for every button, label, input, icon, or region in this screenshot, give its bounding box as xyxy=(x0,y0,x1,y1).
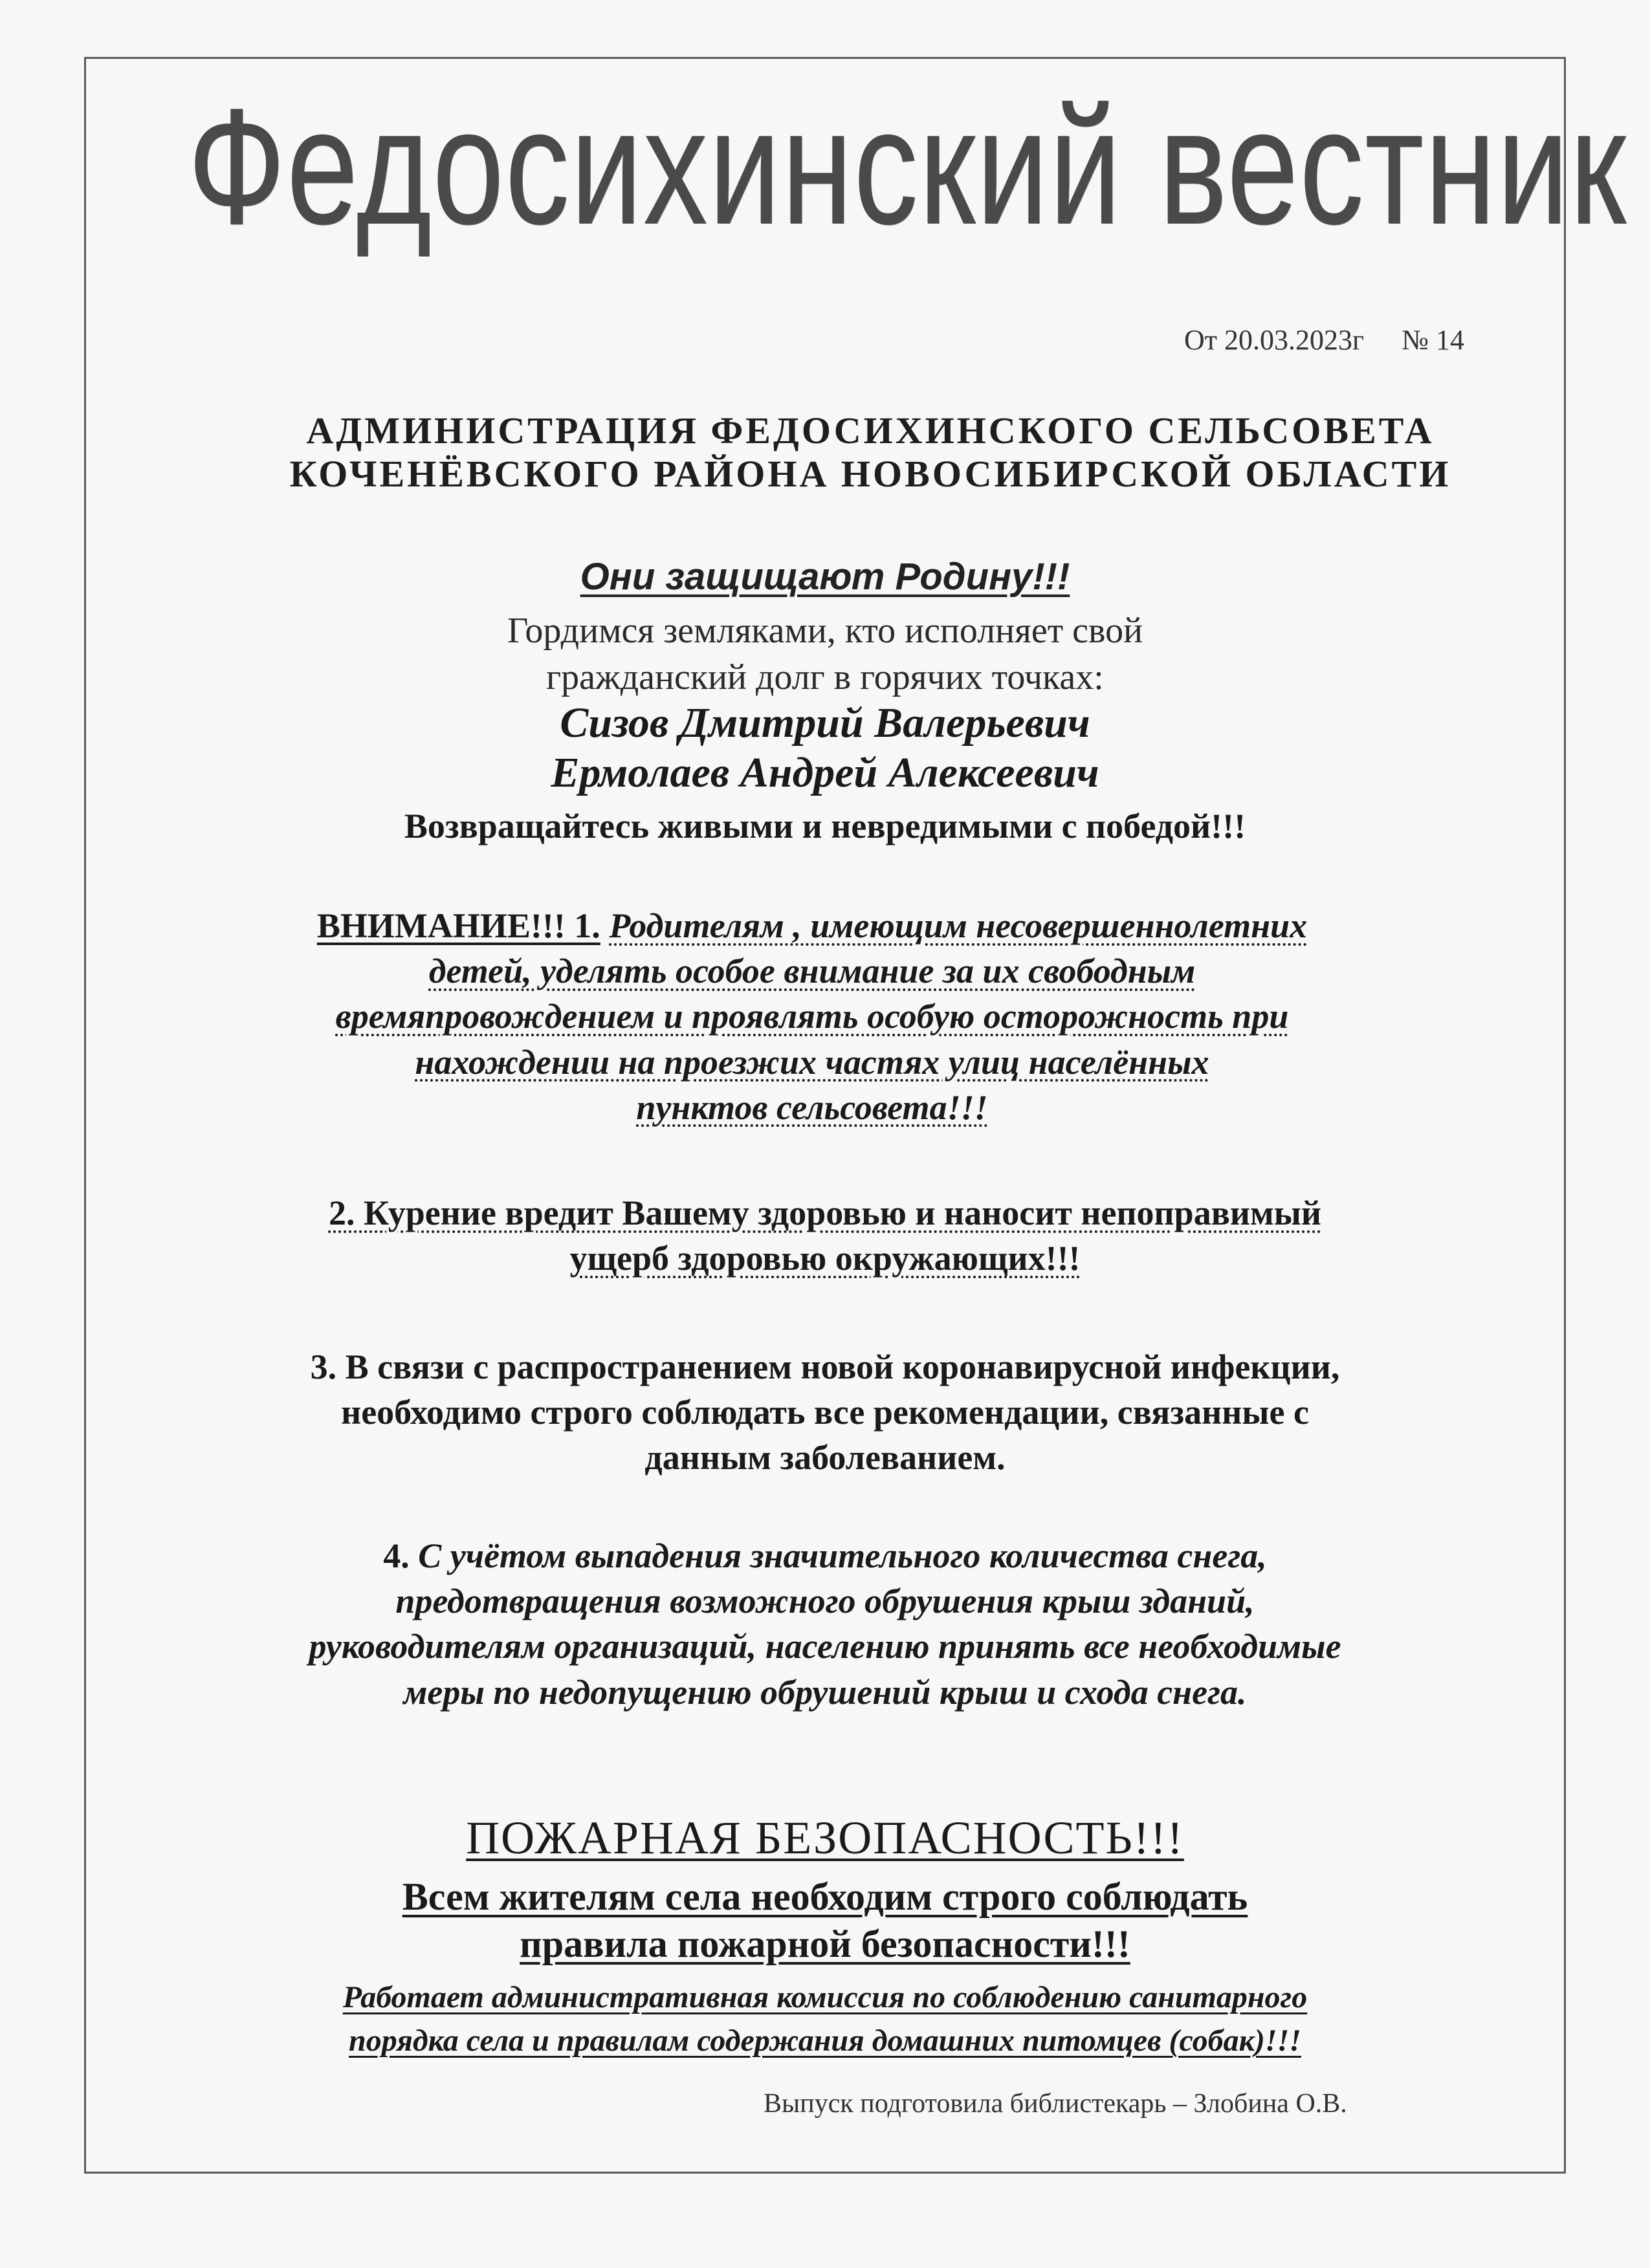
defenders-intro-line2: гражданский долг в горячих точках: xyxy=(546,657,1104,697)
notice-3 xyxy=(84,1344,1566,1481)
defenders-names xyxy=(84,699,1566,798)
defenders-heading: Они защищают Родину!!! xyxy=(580,556,1070,598)
notice-2-line1: 2. Курение вредит Вашему здоровью и наносит непоправимый xyxy=(328,1194,1322,1232)
issue-info xyxy=(1184,323,1464,356)
notice-4-line4: меры по недопущению обрушений крыш и схода снега. xyxy=(403,1672,1247,1712)
issue-date: От 20.03.2023г xyxy=(1184,324,1365,356)
defenders-intro xyxy=(84,608,1566,701)
notice-1-line4: нахождении на проезжих частях улиц населённых xyxy=(415,1042,1209,1082)
admin-header-line2: КОЧЕНЁВСКОГО РАЙОНА НОВОСИБИРСКОЙ ОБЛАСТИ xyxy=(289,453,1451,496)
fire-safety-heading: ПОЖАРНАЯ БЕЗОПАСНОСТЬ!!! xyxy=(466,1812,1184,1864)
commission-line2: порядка села и правилам содержания домашних питомцев (собак)!!! xyxy=(349,2023,1301,2058)
notice-3-line1: 3. В связи с распространением новой коронавирусной инфекции, xyxy=(310,1347,1340,1386)
defenders-intro-line1: Гордимся земляками, кто исполняет свой xyxy=(507,611,1143,651)
fire-safety-line1: Всем жителям села необходим строго соблюдать xyxy=(402,1875,1248,1918)
notice-1 xyxy=(71,903,1553,1130)
notice-4-prefix: 4. xyxy=(383,1536,410,1575)
admin-header xyxy=(129,409,1611,496)
issue-number: № 14 xyxy=(1402,324,1465,356)
commission-line1: Работает административная комиссия по соблюдению санитарного xyxy=(342,1980,1308,2014)
defender-name-2: Ермолаев Андрей Алексеевич xyxy=(551,748,1099,796)
notice-2-line2: ущерб здоровью окружающих!!! xyxy=(569,1239,1081,1278)
notice-3-line2: необходимо строго соблюдать все рекомендации, связанные с xyxy=(341,1393,1309,1432)
notice-1-prefix: ВНИМАНИЕ!!! 1. xyxy=(316,906,600,945)
notice-1-line3: времяпровождением и проявлять особую осторожность при xyxy=(335,997,1289,1036)
notice-1-line1: Родителям , имеющим несовершеннолетних xyxy=(609,906,1308,945)
commission-notice xyxy=(84,1976,1566,2062)
notice-4 xyxy=(84,1533,1566,1715)
masthead-title: Федосихинский вестник xyxy=(188,74,1627,259)
notice-4-line3: руководителям организаций, населению принять все необходимые xyxy=(309,1627,1341,1666)
notice-4-line1: С учётом выпадения значительного количества снега, xyxy=(418,1536,1267,1575)
notice-3-line3: данным заболеванием. xyxy=(644,1438,1006,1477)
defender-name-1: Сизов Дмитрий Валерьевич xyxy=(560,699,1090,747)
admin-header-line1: АДМИНИСТРАЦИЯ ФЕДОСИХИНСКОГО СЕЛЬСОВЕТА xyxy=(306,409,1435,452)
notice-1-line2: детей, уделять особое внимание за их свободным xyxy=(428,952,1196,991)
notice-1-line5: пунктов сельсовета!!! xyxy=(636,1087,988,1127)
fire-safety-line2: правила пожарной безопасности!!! xyxy=(520,1923,1130,1966)
defenders-wish: Возвращайтесь живыми и невредимыми с победой!!! xyxy=(404,807,1246,845)
notice-2 xyxy=(84,1190,1566,1281)
issue-credit: Выпуск подготовила библистекарь – Злобина О.В. xyxy=(764,2089,1347,2119)
fire-safety-rules xyxy=(84,1873,1566,1968)
notice-4-line2: предотвращения возможного обрушения крыш зданий, xyxy=(395,1582,1255,1621)
